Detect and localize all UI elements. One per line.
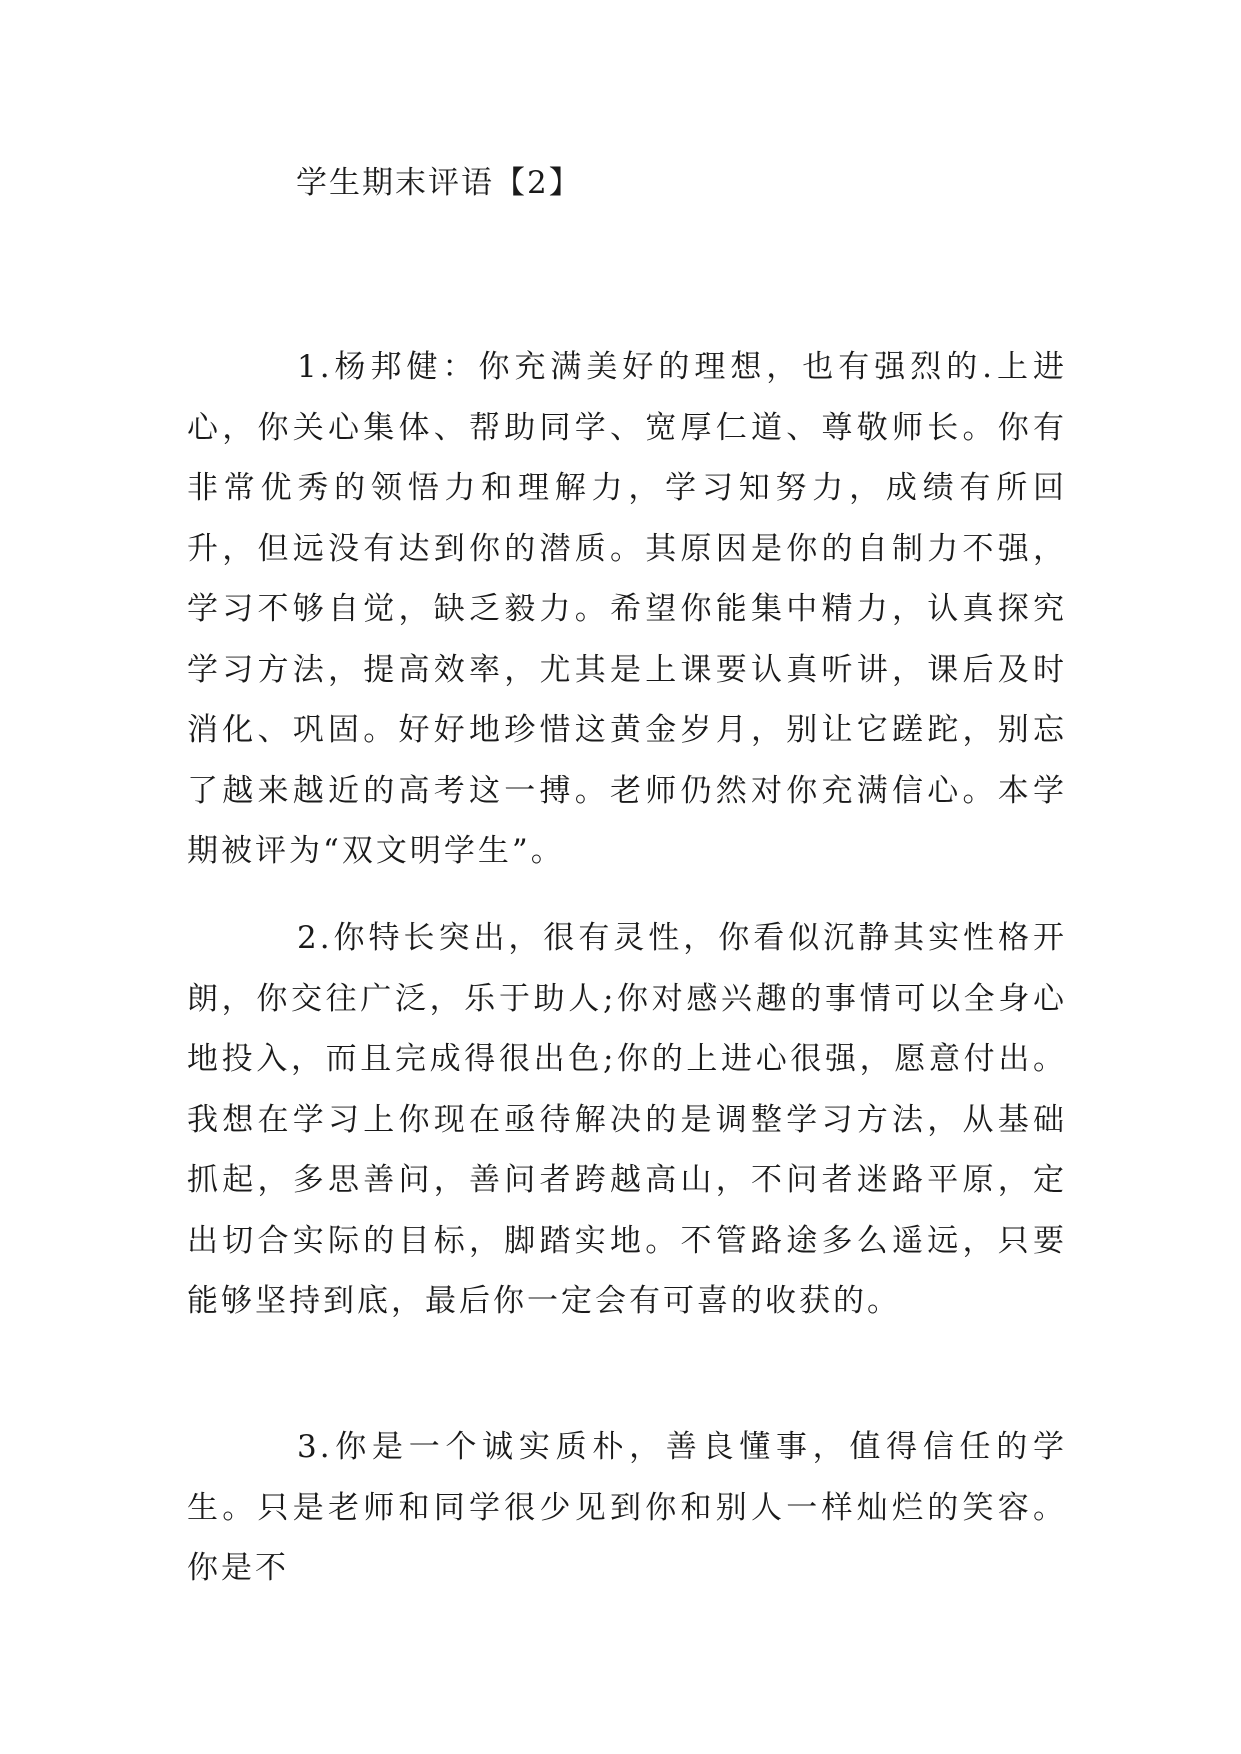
document-title: 学生期末评语【2】 — [296, 165, 582, 201]
paragraph-2: 2.你特长突出，很有灵性，你看似沉静其实性格开朗，你交往广泛，乐于助人;你对感兴趣的事情可以全身心地投入，而且完成得很出色;你的上进心很强，愿意付出。我想在学习上你现在亟待解决的是调整学习方法，从基础抓起，多思善问，善问者跨越高山，不问者迷路平原，定出切合实际的目标，脚踏实地。不管路途多么遥远，只要能够坚持到底，最后你一定会有可喜的收获的。 — [187, 920, 1067, 1319]
paragraph-1: 1.杨邦健：你充满美好的理想，也有强烈的.上进心，你关心集体、帮助同学、宽厚仁道、尊敬师长。你有非常优秀的领悟力和理解力，学习知努力，成绩有所回升，但远没有达到你的潜质。其原因是你的自制力不强，学习不够自觉，缺乏毅力。希望你能集中精力，认真探究学习方法，提高效率，尤其是上课要认真听讲，课后及时消化、巩固。好好地珍惜这黄金岁月，别让它蹉跎，别忘了越来越近的高考这一搏。老师仍然对你充满信心。本学期被评为“双文明学生”。 — [187, 349, 1067, 869]
paragraph-3: 3.你是一个诚实质朴，善良懂事，值得信任的学生。只是老师和同学很少见到你和别人一样灿烂的笑容。你是不 — [187, 1429, 1067, 1586]
